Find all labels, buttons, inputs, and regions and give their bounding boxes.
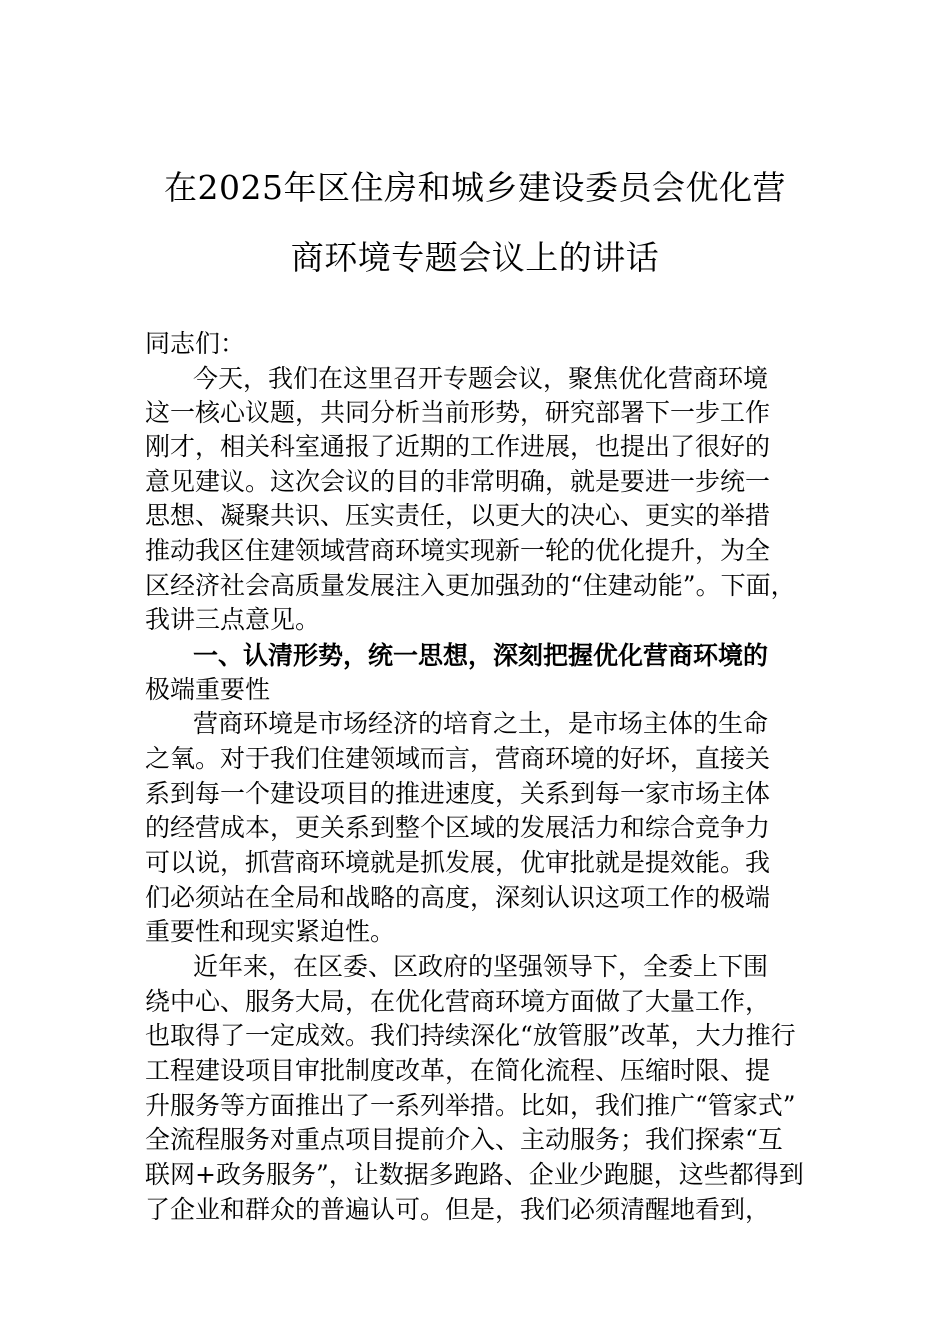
salutation: 同志们： — [145, 329, 246, 358]
paragraph-line: 我讲三点意见。 — [145, 605, 321, 634]
paragraph-line: 可以说，抓营商环境就是抓发展，优审批就是提效能。我 — [145, 848, 771, 877]
paragraph-line: 了企业和群众的普遍认可。但是，我们必须清醒地看到， — [145, 1195, 771, 1224]
paragraph-line: 这一核心议题，共同分析当前形势，研究部署下一步工作 — [145, 398, 771, 427]
paragraph-line: 推动我区住建领域营商环境实现新一轮的优化提升，为全 — [145, 536, 771, 565]
paragraph-line: 联网+政务服务”，让数据多跑路、企业少跑腿，这些都得到 — [145, 1160, 804, 1189]
paragraph-line: 工程建设项目审批制度改革，在简化流程、压缩时限、提 — [145, 1056, 771, 1085]
section-heading-line: 一、认清形势，统一思想，深刻把握优化营商环境的 — [193, 641, 769, 670]
paragraph-line: 的经营成本，更关系到整个区域的发展活力和综合竞争力 — [145, 813, 771, 842]
paragraph-line: 全流程服务对重点项目提前介入、主动服务；我们探索“互 — [145, 1125, 783, 1154]
paragraph-line: 也取得了一定成效。我们持续深化“放管服”改革，大力推行 — [145, 1021, 796, 1050]
document-title-line-2: 商环境专题会议上的讲话 — [290, 238, 660, 277]
paragraph-line: 营商环境是市场经济的培育之土，是市场主体的生命 — [193, 709, 769, 738]
paragraph-line: 重要性和现实紧迫性。 — [145, 917, 396, 946]
paragraph-line: 区经济社会高质量发展注入更加强劲的“住建动能”。下面， — [145, 571, 796, 600]
paragraph-line: 刚才，相关科室通报了近期的工作进展，也提出了很好的 — [145, 432, 771, 461]
paragraph-line: 之氧。对于我们住建领域而言，营商环境的好坏，直接关 — [145, 744, 771, 773]
paragraph-line: 绕中心、服务大局，在优化营商环境方面做了大量工作， — [145, 987, 771, 1016]
document-title-line-1: 在2025年区住房和城乡建设委员会优化营 — [164, 168, 786, 207]
paragraph-line: 系到每一个建设项目的推进速度，关系到每一家市场主体 — [145, 779, 771, 808]
paragraph-line: 意见建议。这次会议的目的非常明确，就是要进一步统一 — [145, 467, 771, 496]
paragraph-line: 近年来，在区委、区政府的坚强领导下，全委上下围 — [193, 952, 769, 981]
paragraph-line: 今天，我们在这里召开专题会议，聚焦优化营商环境 — [193, 364, 769, 393]
paragraph-line: 思想、凝聚共识、压实责任，以更大的决心、更实的举措 — [145, 501, 771, 530]
section-heading-line: 极端重要性 — [145, 675, 271, 704]
paragraph-line: 升服务等方面推出了一系列举措。比如，我们推广“管家式” — [145, 1091, 796, 1120]
paragraph-line: 们必须站在全局和战略的高度，深刻认识这项工作的极端 — [145, 883, 771, 912]
